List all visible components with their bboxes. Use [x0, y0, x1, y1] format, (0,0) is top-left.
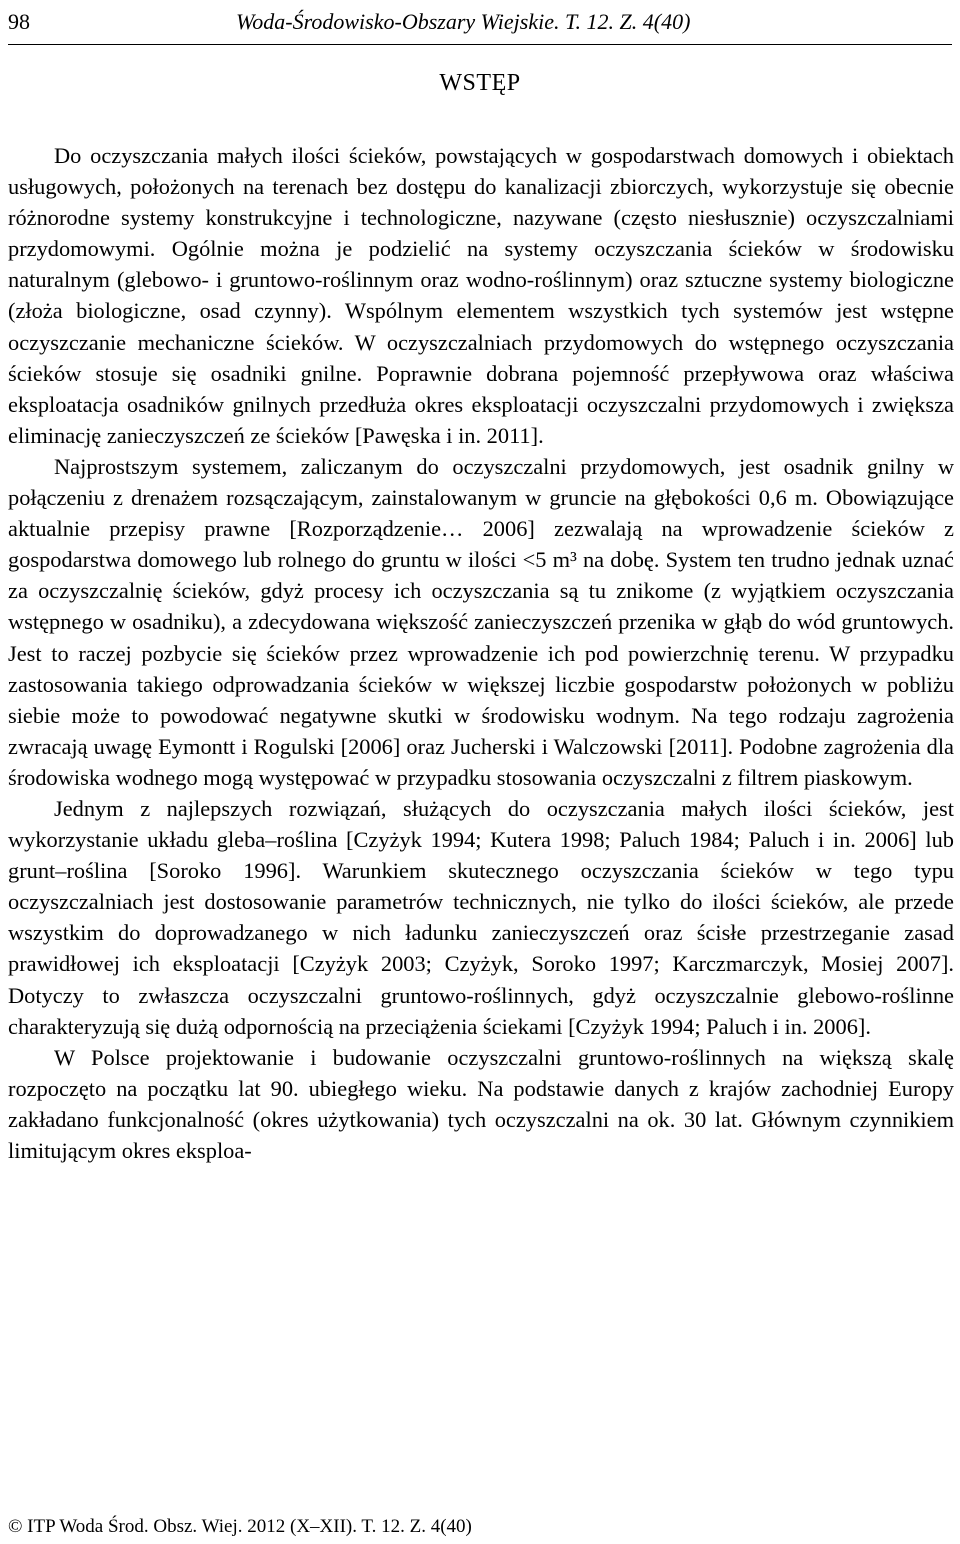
- paragraph: Do oczyszczania małych ilości ścieków, powstających w gospodarstwach domowych i obiektach usługowych, położonych na terenach bez dostępu do kanalizacji zbiorczych, wykorzystuje się obecnie różnorodne systemy konstrukcyjne i technologiczne, nazywane (często niesłusznie) oczyszczalniami przydomowymi. Ogólnie można je podzielić na systemy oczyszczania ścieków w środowisku naturalnym (glebowo- i gruntowo-roślinnym oraz wodno-roślinnym) oraz sztuczne systemy biologiczne (złoża biologiczne, osad czynny). Wspólnym elementem wszystkich tych systemów jest wstępne oczyszczanie mechaniczne ścieków. W oczyszczalniach przydomowych do wstępnego oczyszczania ścieków stosuje się osadniki gnilne. Poprawnie dobrana pojemność przepływowa oraz właściwa eksploatacja osadników gnilnych przedłuża okres eksploatacji oczyszczalni przydomowych i zwiększa eliminację zanieczyszczeń ze ścieków [Pawęska i in. 2011].: [8, 143, 954, 448]
- header-rule: [8, 44, 952, 45]
- page-header: [8, 8, 952, 40]
- paragraph: W Polsce projektowanie i budowanie oczyszczalni gruntowo-roślinnych na większą skalę rozpoczęto na początku lat 90. ubiegłego wieku. Na podstawie danych z krajów zachodniej Europy zakładano funkcjonalność (okres użytkowania) tych oczyszczalni na ok. 30 lat. Głównym czynnikiem limitującym okres eksploa-: [8, 1044, 954, 1163]
- paragraph: Najprostszym systemem, zaliczanym do oczyszczalni przydomowych, jest osadnik gnilny w połączeniu z drenażem rozsączającym, zainstalowanym w gruncie na głębokości 0,6 m. Obowiązujące aktualnie przepisy prawne [Rozporządzenie… 2006] zezwalają na wprowadzenie ścieków z gospodarstwa domowego lub rolnego do gruntu w ilości <5 m³ na dobę. System ten trudno jednak uznać za oczyszczalnię ścieków, gdyż procesy ich oczyszczania są tu znikome (z wyjątkiem oczyszczania wstępnego w osadniku), a zdecydowana większość zanieczyszczeń przenika w głąb do wód gruntowych. Jest to raczej pozbycie się ścieków przez wprowadzenie ich pod powierzchnię terenu. W przypadku zastosowania takiego odprowadzania ścieków w większej liczbie gospodarstw położonych w pobliżu siebie może to powodować negatywne skutki w środowisku wodnym. Na tego rodzaju zagrożenia zwracają uwagę Eymontt i Rogulski [2006] oraz Jucherski i Walczowski [2011]. Podobne zagrożenia dla środowiska wodnego mogą występować w przypadku stosowania oczyszczalni z filtrem piaskowym.: [8, 453, 954, 790]
- paragraph: Jednym z najlepszych rozwiązań, służących do oczyszczania małych ilości ścieków, jest wykorzystanie układu gleba–roślina [Czyżyk 1994; Kutera 1998; Paluch 1984; Paluch i in. 2006] lub grunt–roślina [Soroko 1996]. Warunkiem skutecznego oczyszczania ścieków w tego typu oczyszczalniach jest dostosowanie parametrów technicznych, nie tylko do ilości ścieków, ale przede wszystkim do doprowadzanego w nich ładunku zanieczyszczeń oraz ścisłe przestrzeganie zasad prawidłowej ich eksploatacji [Czyżyk 2003; Czyżyk, Soroko 1997; Karczmarczyk, Mosiej 2007]. Dotyczy to zwłaszcza oczyszczalni gruntowo-roślinnych, gdyż oczyszczalnie glebowo-roślinne charakteryzują się dużą odpornością na przeciążenia ściekami [Czyżyk 1994; Paluch i in. 2006].: [8, 795, 954, 1039]
- article-body: [8, 140, 954, 1166]
- section-title: WSTĘP: [439, 70, 521, 96]
- running-title: Woda-Środowisko-Obszary Wiejskie. T. 12. Z. 4(40): [236, 9, 691, 34]
- page-number: 98: [8, 9, 30, 34]
- copyright-footer: © ITP Woda Środ. Obsz. Wiej. 2012 (X–XII). T. 12. Z. 4(40): [8, 1516, 472, 1537]
